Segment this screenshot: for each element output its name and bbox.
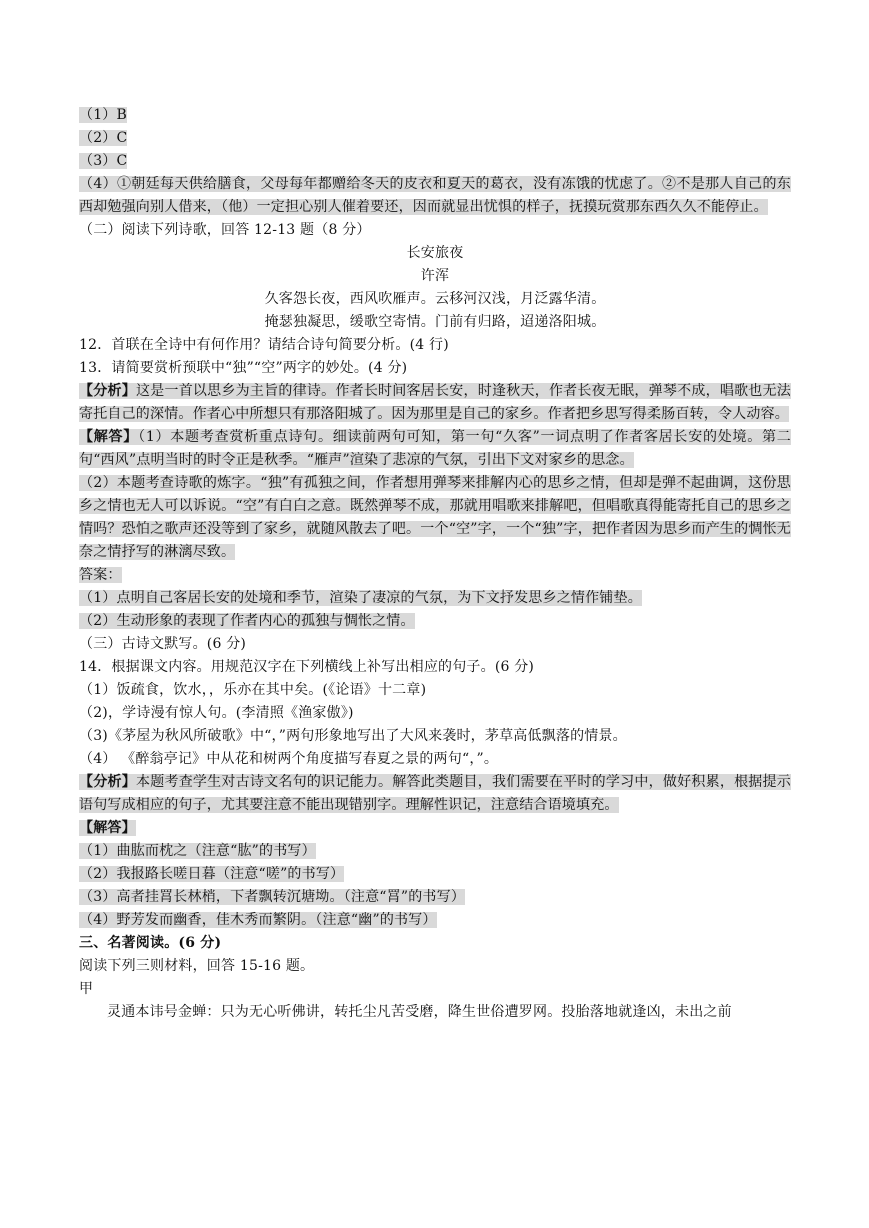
section-2-2-heading: （二）阅读下列诗歌，回答 12-13 题（8 分） <box>79 222 371 238</box>
analysis-text: 这是一首以思乡为主旨的律诗。作者长时间客居长安，时逢秋天，作者长夜无眠，弹琴不成，唱歌也无法寄托自己的深情。作者心中所想只有那洛阳城了。因为那里是自己的家乡。作者把乡思写得柔肠百转，令人动容。 <box>79 383 791 422</box>
poem-title: 长安旅夜 <box>406 245 464 261</box>
section-3-heading: 三、名著阅读。(6 分) <box>79 935 222 951</box>
question-13: 13．请简要赏析预联中“独”“空”两字的妙处。(4 分) <box>79 360 408 376</box>
question-14: 14．根据课文内容。用规范汉字在下列横线上补写出相应的句子。(6 分) <box>79 659 535 675</box>
answer-11-2: （2）C <box>79 130 128 146</box>
answer-13-2: （2）生动形象的表现了作者内心的孤独与惆怅之情。 <box>79 613 415 629</box>
document-page <box>79 104 791 1024</box>
solution-2-item-3: （3）高者挂罥长林梢，下者飘转沉塘坳。（注意“罥”的书写） <box>79 889 466 905</box>
question-14-item-4: （4） 《醉翁亭记》中从花和树两个角度描写春夏之景的两句“，”。 <box>79 751 499 767</box>
question-14-item-2: （2)，学诗漫有惊人句。(李清照《渔家傲》) <box>79 705 354 721</box>
solution-2-item-1: （1）曲肱而枕之（注意“肱”的书写） <box>79 843 316 859</box>
solution-2-label: 【解答】 <box>79 820 136 836</box>
material-text: 灵通本讳号金蝉：只为无心听佛讲，转托尘凡苦受磨，降生世俗遭罗网。投胎落地就逢凶，未出之前 <box>107 1004 732 1020</box>
solution-2-item-2: （2）我报路长嗟日暮（注意“嗟”的书写） <box>79 866 345 882</box>
solution-part-1: （1）本题考查赏析重点诗句。细读前两句可知，第一句“久客”一词点明了作者客居长安的处境。第二句“西风”点明当时的时令正是秋季。“雁声”渲染了悲凉的气氛，引出下文对家乡的思念。 <box>79 429 791 468</box>
answer-13-1: （1）点明自己客居长安的处境和季节，渲染了凄凉的气氛，为下文抒发思乡之情作铺垫。 <box>79 590 642 606</box>
answer-11-4: （4）①朝廷每天供给膳食，父母每年都赠给冬天的皮衣和夏天的葛衣，没有冻饿的忧虑了。②不是那人自己的东西却勉强向别人借来，（他）一定担心别人催着要还，因而就显出忧惧的样子，抚摸玩赏那东西久久不能停止。 <box>79 176 791 215</box>
solution-2-item-4: （4）野芳发而幽香，佳木秀而繁阴。（注意“幽”的书写） <box>79 912 437 928</box>
poem-line-2: 掩瑟独凝思，缓歌空寄情。门前有归路，迢递洛阳城。 <box>264 314 606 330</box>
section-3-intro: 阅读下列三则材料，回答 15-16 题。 <box>79 958 315 974</box>
poem-line-1: 久客怨长夜，西风吹雁声。云移河汉浅，月泛露华清。 <box>264 291 606 307</box>
solution-part-2: （2）本题考查诗歌的炼字。“独”有孤独之间，作者想用弹琴来排解内心的思乡之情，但却是弹不起曲调，这份思乡之情也无人可以诉说。“空”有白白之意。既然弹琴不成，那就用唱歌来排解吧，但唱歌真得能寄托自己的思乡之情吗？恐怕之歌声还没等到了家乡，就随风散去了吧。一个“空”字，一个“独”字，把作者因为思乡而产生的惆怅无奈之情抒写的淋漓尽致。 <box>79 475 791 560</box>
answer-11-1: （1）B <box>79 107 127 123</box>
section-2-3-heading: （三）古诗文默写。(6 分) <box>79 636 247 652</box>
poem-author: 许浑 <box>420 268 450 284</box>
solution-label: 【解答】 <box>79 429 139 445</box>
material-label: 甲 <box>79 981 94 997</box>
answer-label: 答案： <box>79 567 122 583</box>
question-14-item-3: （3)《茅屋为秋风所破歌》中“，”两句形象地写出了大风来袭时，茅草高低飘落的情景。 <box>79 728 627 744</box>
question-12: 12．首联在全诗中有何作用？请结合诗句简要分析。(4 行) <box>79 337 449 353</box>
analysis-label: 【分析】 <box>79 383 136 399</box>
question-14-item-1: （1）饭疏食，饮水，，乐亦在其中矣。(《论语》十二章) <box>79 682 427 698</box>
analysis-2-label: 【分析】 <box>79 774 136 790</box>
analysis-2-text: 本题考查学生对古诗文名句的识记能力。解答此类题目，我们需要在平时的学习中，做好积累，根据提示语句写成相应的句子，尤其要注意不能出现错别字。理解性识记，注意结合语境填充。 <box>79 774 791 813</box>
answer-11-3: （3）C <box>79 153 128 169</box>
